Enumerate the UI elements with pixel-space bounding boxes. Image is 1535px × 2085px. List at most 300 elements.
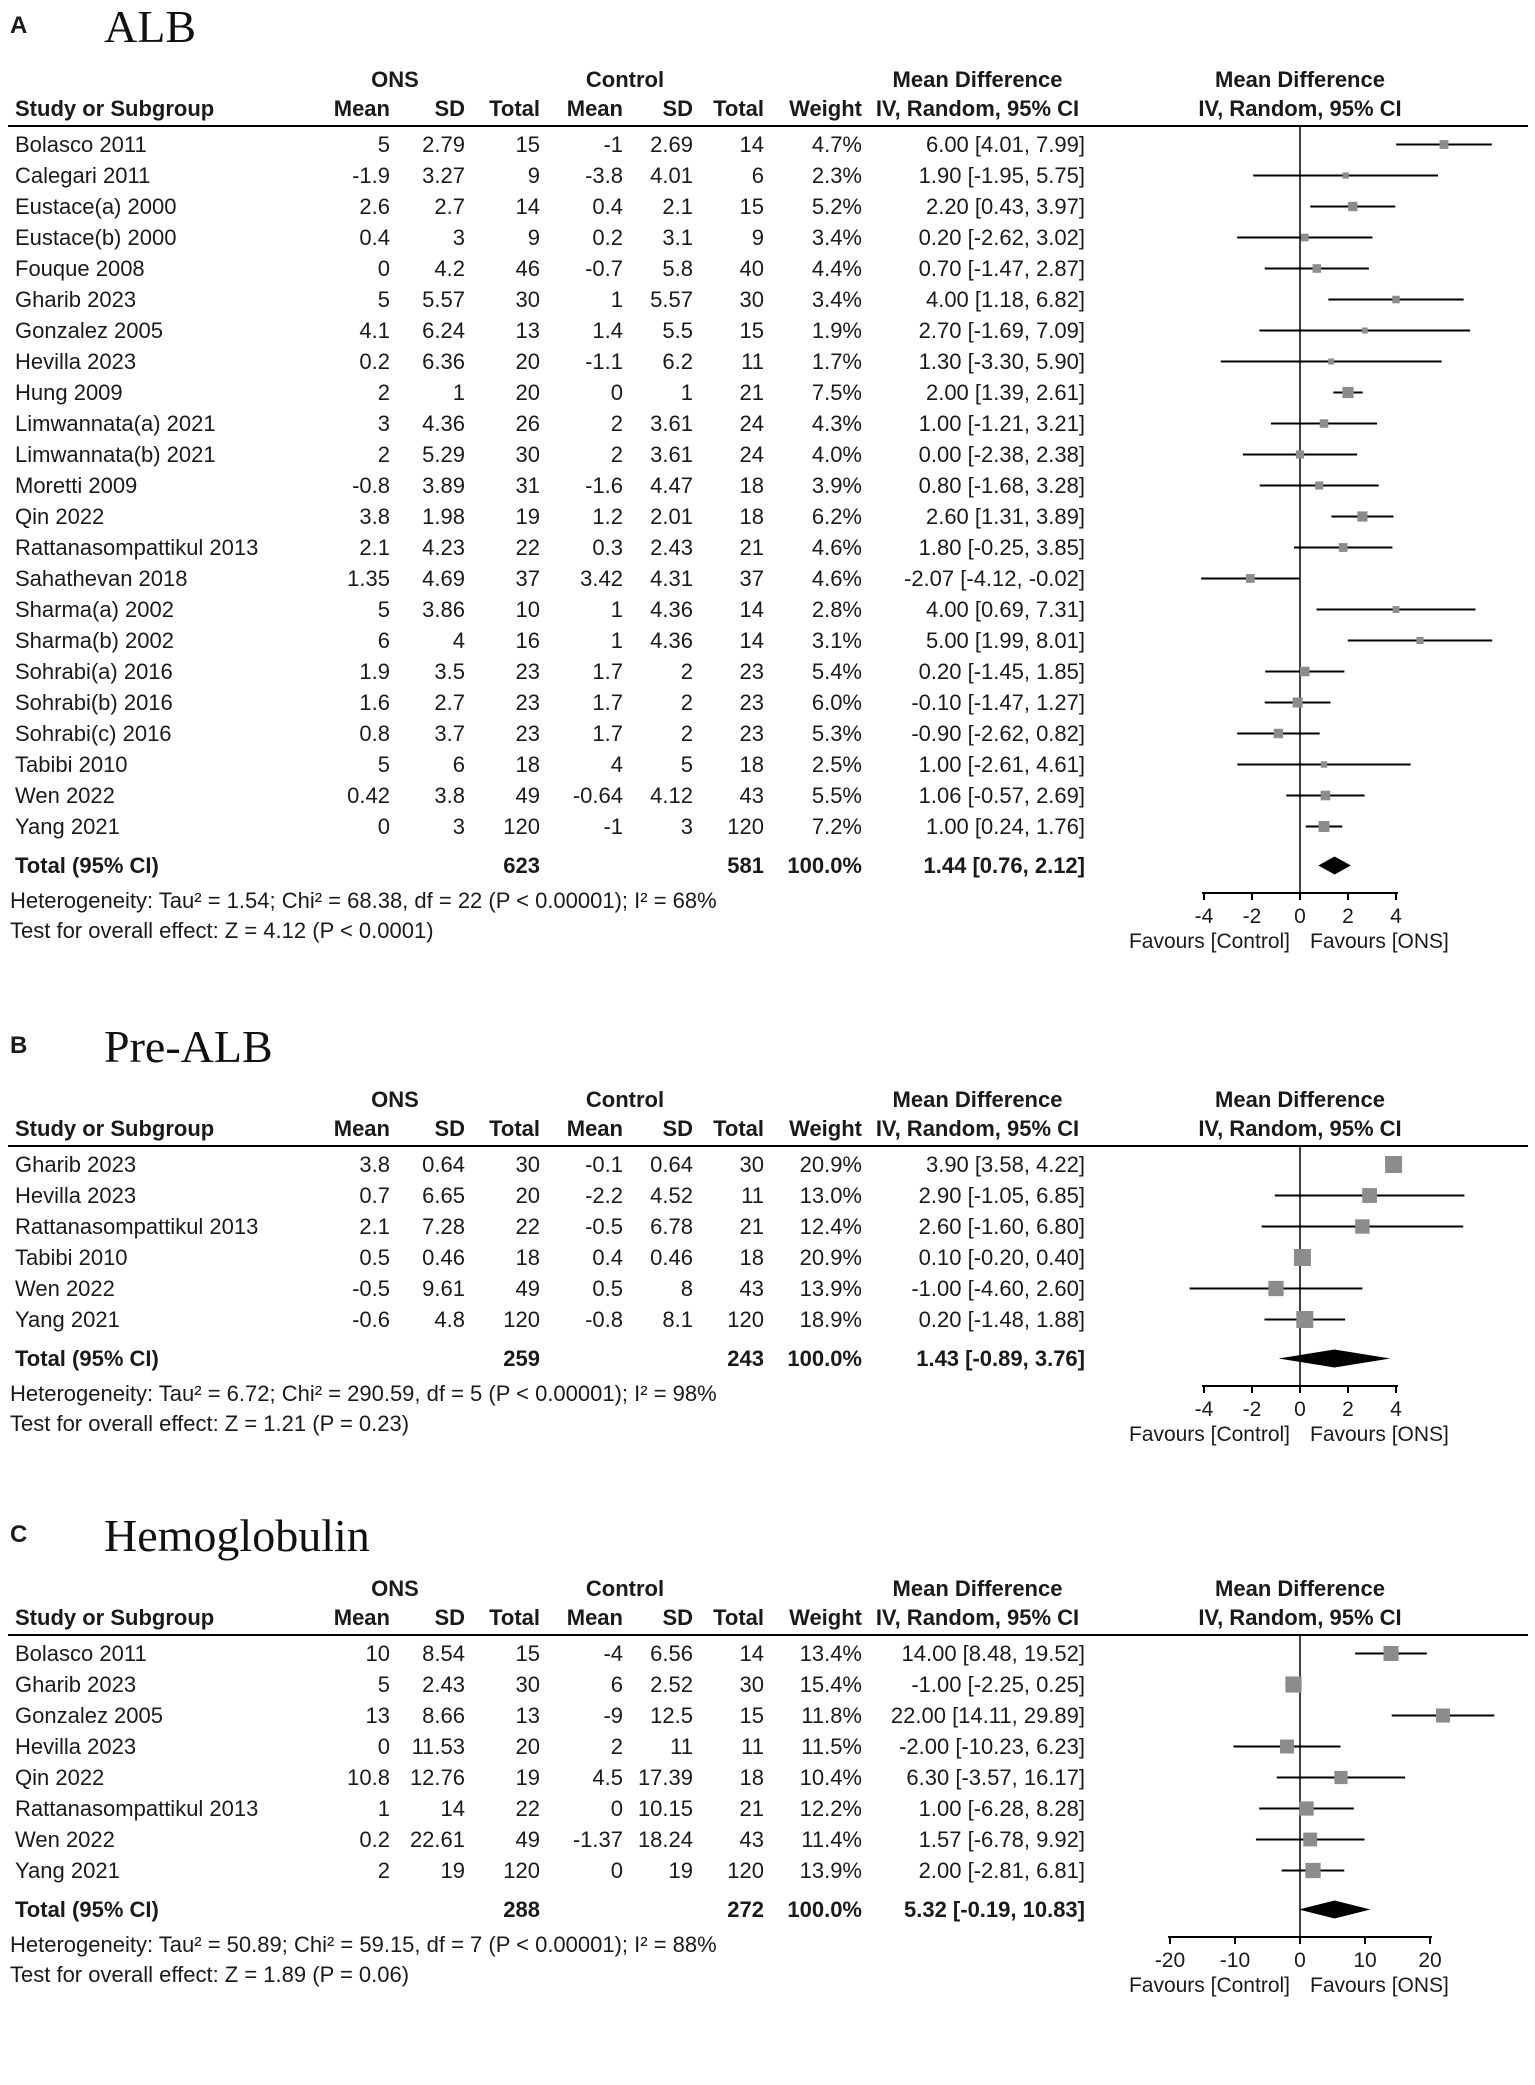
study-name: Fouque 2008: [15, 256, 145, 281]
mean-difference-ci-value: 6.00 [4.01, 7.99]: [925, 132, 1085, 157]
effect-square: [1328, 359, 1334, 365]
ons-sd-value: 3.8: [434, 783, 465, 808]
ci-column-header: IV, Random, 95% CI: [875, 96, 1080, 121]
ons-mean-value: -0.6: [352, 1307, 390, 1332]
ons-mean-value: 3: [377, 411, 390, 436]
weight-column-header: Weight: [789, 1116, 862, 1141]
study-name: Wen 2022: [15, 783, 115, 808]
ons-total-value: 15: [515, 132, 540, 157]
control-sd-column-header: SD: [662, 1116, 693, 1141]
ons-total-column-header: Total: [489, 96, 540, 121]
effect-square: [1362, 328, 1368, 334]
effect-square: [1315, 481, 1323, 489]
control-mean-value: -1.37: [572, 1827, 623, 1852]
effect-square: [1296, 1311, 1313, 1328]
mean-difference-ci-value: -2.07 [-4.12, -0.02]: [904, 566, 1085, 591]
ons-mean-value: 2: [377, 380, 390, 405]
control-total-value: 14: [739, 1641, 764, 1666]
control-total-value: 21: [739, 535, 764, 560]
panel-title: Hemoglobulin: [104, 1510, 370, 1561]
weight-value: 10.4%: [799, 1765, 862, 1790]
weight-value: 11.8%: [801, 1703, 862, 1728]
control-sd-value: 2.69: [650, 132, 693, 157]
ons-group-header: ONS: [371, 1576, 419, 1601]
mean-difference-ci-value: 0.00 [-2.38, 2.38]: [918, 442, 1085, 467]
weight-value: 12.2%: [799, 1796, 862, 1821]
favours-right-label: Favours [ONS]: [1310, 1423, 1449, 1446]
ons-total-column-header: Total: [489, 1116, 540, 1141]
control-total-value: 9: [751, 225, 764, 250]
study-name: Yang 2021: [15, 1858, 120, 1883]
mean-difference-ci-value: 2.70 [-1.69, 7.09]: [918, 318, 1085, 343]
control-sd-value: 6.78: [650, 1214, 693, 1239]
control-total-value: 14: [739, 597, 764, 622]
mean-difference-ci-value: 5.00 [1.99, 8.01]: [925, 628, 1085, 653]
weight-value: 4.6%: [811, 535, 862, 560]
mean-difference-ci-value: 1.00 [-2.61, 4.61]: [918, 752, 1085, 777]
ons-mean-value: 2.1: [359, 535, 390, 560]
ons-mean-value: 0.4: [359, 225, 390, 250]
control-sd-value: 3: [680, 814, 693, 839]
panel-hemoglobulin: [0, 1510, 1535, 2021]
study-name: Limwannata(a) 2021: [15, 411, 216, 436]
weight-value: 6.0%: [811, 690, 862, 715]
axis-tick-label: -2: [1242, 905, 1262, 928]
mean-difference-ci-value: -0.90 [-2.62, 0.82]: [911, 721, 1085, 746]
effect-square: [1362, 1188, 1377, 1203]
group-header-row: [0, 1086, 1535, 1114]
control-mean-value: 1.4: [592, 318, 623, 343]
effect-square: [1321, 791, 1331, 801]
study-name: Gonzalez 2005: [15, 318, 163, 343]
effect-square: [1320, 419, 1329, 428]
control-sd-value: 3.61: [650, 411, 693, 436]
control-mean-value: 3.42: [580, 566, 623, 591]
control-sd-value: 4.12: [650, 783, 693, 808]
effect-square: [1296, 450, 1304, 458]
study-name: Gharib 2023: [15, 1152, 137, 1177]
ons-mean-value: 0.2: [359, 349, 390, 374]
ons-sd-value: 2.43: [422, 1672, 465, 1697]
ons-total-value: 18: [515, 752, 540, 777]
control-total-value: 14: [739, 628, 764, 653]
effect-square: [1416, 637, 1423, 644]
ons-mean-value: 10.8: [347, 1765, 390, 1790]
ons-mean-column-header: Mean: [333, 1605, 390, 1630]
axis-tick-label: 4: [1390, 1398, 1402, 1421]
axis-tick-label: 0: [1294, 1949, 1306, 1972]
overall-effect-note: Test for overall effect: Z = 1.21 (P = 0.23): [10, 1411, 410, 1436]
control-total-value: 15: [739, 194, 764, 219]
ons-sd-value: 19: [440, 1858, 465, 1883]
mean-difference-ci-value: 0.70 [-1.47, 2.87]: [918, 256, 1085, 281]
study-name: Gharib 2023: [15, 287, 137, 312]
control-sd-value: 5.8: [662, 256, 693, 281]
control-mean-value: 0: [610, 1858, 623, 1883]
study-name: Calegari 2011: [15, 163, 151, 188]
study-name: Sohrabi(c) 2016: [15, 721, 172, 746]
mean-difference-ci-value: 2.00 [-2.81, 6.81]: [918, 1858, 1085, 1883]
weight-value: 1.9%: [811, 318, 862, 343]
control-total-value: 11: [741, 349, 764, 374]
study-name: Hevilla 2023: [15, 349, 137, 374]
ons-total-value: 49: [515, 1827, 540, 1852]
ons-total-value: 22: [515, 535, 540, 560]
control-sd-value: 2.01: [650, 504, 693, 529]
control-sd-value: 6.56: [650, 1641, 693, 1666]
study-name: Hung 2009: [15, 380, 123, 405]
control-total-value: 23: [739, 659, 764, 684]
mean-difference-ci-value: 2.20 [0.43, 3.97]: [925, 194, 1085, 219]
ons-total-value: 46: [515, 256, 540, 281]
panel-label: B: [10, 1032, 28, 1059]
mean-difference-ci-value: 1.00 [-1.21, 3.21]: [918, 411, 1085, 436]
total-ons-n: 259: [503, 1346, 540, 1371]
mean-difference-ci-value: 0.20 [-2.62, 3.02]: [918, 225, 1085, 250]
ons-sd-value: 11.53: [411, 1734, 465, 1759]
forest-plot: [1088, 125, 1535, 959]
control-total-value: 21: [739, 380, 764, 405]
ons-sd-value: 9.61: [422, 1276, 465, 1301]
mean-difference-header: Mean Difference: [892, 1087, 1063, 1112]
effect-square: [1392, 296, 1400, 304]
study-column-header: Study or Subgroup: [15, 1116, 215, 1141]
control-sd-value: 4.36: [650, 597, 693, 622]
ons-total-value: 19: [515, 1765, 540, 1790]
ons-sd-value: 2.7: [434, 194, 465, 219]
mean-difference-ci-value: 0.80 [-1.68, 3.28]: [918, 473, 1085, 498]
weight-value: 13.4%: [799, 1641, 862, 1666]
ci-column-header: IV, Random, 95% CI: [875, 1116, 1080, 1141]
control-sd-value: 1: [680, 380, 693, 405]
effect-square: [1301, 234, 1309, 242]
study-name: Hevilla 2023: [15, 1183, 137, 1208]
control-sd-value: 10.15: [637, 1796, 693, 1821]
ons-mean-column-header: Mean: [333, 1116, 390, 1141]
ons-mean-value: 5: [377, 752, 390, 777]
control-mean-value: 0.3: [592, 535, 623, 560]
ons-sd-value: 0.64: [422, 1152, 465, 1177]
control-sd-value: 2: [680, 659, 693, 684]
effect-square: [1355, 1219, 1369, 1233]
ons-total-value: 9: [527, 163, 540, 188]
ons-sd-value: 3: [452, 225, 465, 250]
control-sd-value: 2: [680, 690, 693, 715]
control-total-value: 120: [727, 814, 764, 839]
control-mean-value: 1: [610, 597, 623, 622]
ons-sd-value: 6.24: [422, 318, 465, 343]
weight-value: 4.3%: [811, 411, 862, 436]
axis-tick-label: -20: [1154, 1949, 1186, 1972]
effect-square: [1293, 697, 1303, 707]
study-name: Qin 2022: [15, 1765, 105, 1790]
study-name: Sharma(a) 2002: [15, 597, 174, 622]
control-sd-value: 3.1: [662, 225, 693, 250]
effect-square: [1246, 574, 1255, 583]
control-mean-value: 0: [610, 1796, 623, 1821]
control-mean-value: -1.6: [585, 473, 623, 498]
control-mean-value: 2: [610, 1734, 623, 1759]
ons-mean-value: 5: [377, 597, 390, 622]
study-name: Rattanasompattikul 2013: [15, 1214, 259, 1239]
study-column-header: Study or Subgroup: [15, 1605, 215, 1630]
study-name: Qin 2022: [15, 504, 105, 529]
ons-sd-value: 4.69: [422, 566, 465, 591]
effect-square: [1348, 202, 1357, 211]
ons-mean-value: 0: [377, 256, 390, 281]
study-name: Gharib 2023: [15, 1672, 137, 1697]
ci-column-header: IV, Random, 95% CI: [875, 1605, 1080, 1630]
forest-plot: [1088, 1145, 1535, 1453]
control-mean-value: -0.7: [585, 256, 623, 281]
panel-label: C: [10, 1521, 28, 1548]
study-name: Rattanasompattikul 2013: [15, 535, 259, 560]
mean-difference-ci-value: 2.60 [-1.60, 6.80]: [918, 1214, 1085, 1239]
control-mean-value: -1: [603, 814, 623, 839]
ons-total-value: 20: [515, 1734, 540, 1759]
ons-total-value: 16: [515, 628, 540, 653]
group-header-row: [0, 1575, 1535, 1603]
column-header-row: [0, 95, 1535, 123]
mean-difference-ci-value: -0.10 [-1.47, 1.27]: [911, 690, 1085, 715]
control-total-value: 120: [727, 1307, 764, 1332]
control-total-value: 21: [739, 1796, 764, 1821]
weight-value: 1.7%: [811, 349, 862, 374]
control-mean-value: -0.5: [585, 1214, 623, 1239]
ons-sd-value: 5.29: [422, 442, 465, 467]
favours-right-label: Favours [ONS]: [1310, 930, 1449, 953]
ons-mean-value: 1.6: [359, 690, 390, 715]
total-diamond: [1299, 1901, 1371, 1919]
ci-plot-column-header: IV, Random, 95% CI: [1198, 1116, 1402, 1141]
ons-total-value: 49: [515, 1276, 540, 1301]
total-ci: 1.43 [-0.89, 3.76]: [916, 1346, 1085, 1371]
control-total-column-header: Total: [713, 96, 764, 121]
effect-square: [1385, 1156, 1402, 1173]
axis-tick-label: 2: [1342, 1398, 1354, 1421]
control-total-value: 15: [739, 1703, 764, 1728]
favours-left-label: Favours [Control]: [1128, 1974, 1290, 1997]
ons-mean-value: 0.42: [347, 783, 390, 808]
weight-value: 7.5%: [811, 380, 862, 405]
weight-column-header: Weight: [789, 1605, 862, 1630]
ons-sd-value: 7.28: [422, 1214, 465, 1239]
weight-value: 4.4%: [811, 256, 862, 281]
mean-difference-ci-value: 1.06 [-0.57, 2.69]: [918, 783, 1085, 808]
ons-total-value: 23: [515, 721, 540, 746]
ons-mean-value: 5: [377, 1672, 390, 1697]
mean-difference-ci-value: 14.00 [8.48, 19.52]: [901, 1641, 1085, 1666]
study-name: Sohrabi(b) 2016: [15, 690, 173, 715]
ons-mean-value: 0.8: [359, 721, 390, 746]
ons-mean-value: 0.2: [359, 1827, 390, 1852]
control-mean-value: 2: [610, 442, 623, 467]
effect-square: [1440, 140, 1449, 149]
weight-value: 11.5%: [801, 1734, 862, 1759]
effect-square: [1393, 606, 1400, 613]
ons-mean-value: -0.5: [352, 1276, 390, 1301]
axis-tick-label: 2: [1342, 905, 1354, 928]
study-name: Wen 2022: [15, 1276, 115, 1301]
control-sd-value: 4.31: [650, 566, 693, 591]
control-group-header: Control: [585, 67, 665, 92]
ons-total-value: 20: [515, 349, 540, 374]
axis-tick-label: 20: [1418, 1949, 1442, 1972]
mean-difference-ci-value: 4.00 [1.18, 6.82]: [925, 287, 1085, 312]
study-name: Yang 2021: [15, 1307, 120, 1332]
weight-value: 12.4%: [799, 1214, 862, 1239]
control-total-value: 43: [739, 783, 764, 808]
control-mean-value: 1.7: [592, 690, 623, 715]
mean-difference-ci-value: 2.00 [1.39, 2.61]: [925, 380, 1085, 405]
total-ons-n: 288: [503, 1897, 540, 1922]
ons-mean-value: 5: [377, 132, 390, 157]
control-sd-column-header: SD: [662, 1605, 693, 1630]
ons-sd-value: 8.66: [422, 1703, 465, 1728]
weight-column-header: Weight: [789, 96, 862, 121]
forest-plot: [1088, 1634, 1535, 2004]
total-label: Total (95% CI): [15, 853, 159, 878]
total-label: Total (95% CI): [15, 1346, 159, 1371]
control-mean-value: -3.8: [585, 163, 623, 188]
study-name: Tabibi 2010: [15, 752, 128, 777]
effect-square: [1312, 264, 1321, 273]
ons-mean-value: 0: [377, 814, 390, 839]
control-sd-value: 12.5: [650, 1703, 693, 1728]
ons-mean-value: 3.8: [359, 1152, 390, 1177]
ons-total-value: 18: [515, 1245, 540, 1270]
mean-difference-ci-value: 6.30 [-3.57, 16.17]: [906, 1765, 1085, 1790]
panel-alb: [0, 1, 1535, 980]
control-total-value: 23: [739, 721, 764, 746]
effect-square: [1436, 1708, 1450, 1722]
ons-total-value: 20: [515, 380, 540, 405]
ons-total-value: 120: [503, 814, 540, 839]
ons-sd-value: 12.76: [409, 1765, 465, 1790]
study-name: Rattanasompattikul 2013: [15, 1796, 259, 1821]
control-sd-value: 8: [680, 1276, 693, 1301]
axis-tick-label: -10: [1219, 1949, 1251, 1972]
ons-total-value: 15: [515, 1641, 540, 1666]
control-mean-value: 0.5: [592, 1276, 623, 1301]
control-mean-value: -0.1: [585, 1152, 623, 1177]
control-total-value: 30: [739, 1672, 764, 1697]
total-weight: 100.0%: [787, 1897, 862, 1922]
total-control-n: 581: [727, 853, 764, 878]
control-sd-value: 0.46: [650, 1245, 693, 1270]
mean-difference-ci-value: 2.90 [-1.05, 6.85]: [918, 1183, 1085, 1208]
study-name: Tabibi 2010: [15, 1245, 128, 1270]
effect-square: [1383, 1646, 1398, 1661]
control-total-value: 120: [727, 1858, 764, 1883]
control-sd-value: 19: [668, 1858, 693, 1883]
control-total-value: 40: [739, 256, 764, 281]
ons-group-header: ONS: [371, 1087, 419, 1112]
effect-square: [1342, 387, 1353, 398]
study-name: Gonzalez 2005: [15, 1703, 163, 1728]
axis-tick-label: 0: [1294, 905, 1306, 928]
ons-total-value: 22: [515, 1214, 540, 1239]
weight-value: 4.7%: [811, 132, 862, 157]
control-mean-value: 2: [610, 411, 623, 436]
ons-sd-value: 4: [452, 628, 465, 653]
ons-sd-value: 4.23: [422, 535, 465, 560]
study-column-header: Study or Subgroup: [15, 96, 215, 121]
ons-total-value: 14: [515, 194, 540, 219]
study-name: Wen 2022: [15, 1827, 115, 1852]
ons-sd-value: 3.7: [434, 721, 465, 746]
ons-sd-value: 0.46: [422, 1245, 465, 1270]
mean-difference-ci-value: 1.80 [-0.25, 3.85]: [918, 535, 1085, 560]
control-total-value: 18: [739, 752, 764, 777]
ons-mean-value: 2: [377, 1858, 390, 1883]
mean-difference-ci-value: 1.00 [0.24, 1.76]: [925, 814, 1085, 839]
weight-value: 13.9%: [799, 1276, 862, 1301]
ons-sd-value: 2.7: [434, 690, 465, 715]
ons-total-value: 37: [515, 566, 540, 591]
ons-mean-value: 0.5: [359, 1245, 390, 1270]
ons-total-value: 30: [515, 442, 540, 467]
effect-square: [1280, 1740, 1294, 1754]
ons-sd-column-header: SD: [434, 96, 465, 121]
mean-difference-ci-value: 0.10 [-0.20, 0.40]: [918, 1245, 1085, 1270]
control-total-value: 6: [751, 163, 764, 188]
ons-total-value: 19: [515, 504, 540, 529]
weight-value: 5.3%: [811, 721, 862, 746]
panel-pre-alb: [0, 1021, 1535, 1469]
control-sd-value: 4.36: [650, 628, 693, 653]
mean-difference-ci-value: 4.00 [0.69, 7.31]: [925, 597, 1085, 622]
control-mean-column-header: Mean: [566, 96, 623, 121]
control-mean-value: 1.7: [592, 659, 623, 684]
mean-difference-ci-value: -1.00 [-2.25, 0.25]: [911, 1672, 1085, 1697]
ons-sd-value: 4.36: [422, 411, 465, 436]
ons-total-value: 23: [515, 690, 540, 715]
ons-mean-value: 6: [377, 628, 390, 653]
column-header-row: [0, 1115, 1535, 1143]
ons-sd-value: 4.2: [434, 256, 465, 281]
control-total-value: 14: [739, 132, 764, 157]
total-diamond: [1279, 1350, 1391, 1368]
mean-difference-plot-header: Mean Difference: [1215, 67, 1385, 92]
control-sd-value: 4.01: [650, 163, 693, 188]
effect-square: [1294, 1249, 1311, 1266]
control-mean-value: 1.2: [592, 504, 623, 529]
control-total-value: 43: [739, 1276, 764, 1301]
ons-total-value: 23: [515, 659, 540, 684]
mean-difference-ci-value: 0.20 [-1.45, 1.85]: [918, 659, 1085, 684]
study-name: Eustace(b) 2000: [15, 225, 177, 250]
effect-square: [1339, 543, 1348, 552]
ons-sd-value: 14: [440, 1796, 465, 1821]
ons-sd-value: 8.54: [422, 1641, 465, 1666]
favours-left-label: Favours [Control]: [1128, 930, 1290, 953]
panel-label: A: [10, 12, 28, 39]
ons-sd-value: 3.86: [422, 597, 465, 622]
ons-sd-value: 4.8: [434, 1307, 465, 1332]
ons-mean-value: 1: [377, 1796, 390, 1821]
panel-title: Pre-ALB: [104, 1021, 273, 1072]
effect-square: [1274, 729, 1283, 738]
total-weight: 100.0%: [787, 1346, 862, 1371]
ons-mean-value: 1.9: [359, 659, 390, 684]
weight-value: 4.0%: [811, 442, 862, 467]
ons-sd-value: 6.36: [422, 349, 465, 374]
mean-difference-header: Mean Difference: [892, 1576, 1063, 1601]
axis-tick-label: -2: [1242, 1398, 1262, 1421]
total-control-n: 272: [727, 1897, 764, 1922]
ons-total-value: 30: [515, 287, 540, 312]
